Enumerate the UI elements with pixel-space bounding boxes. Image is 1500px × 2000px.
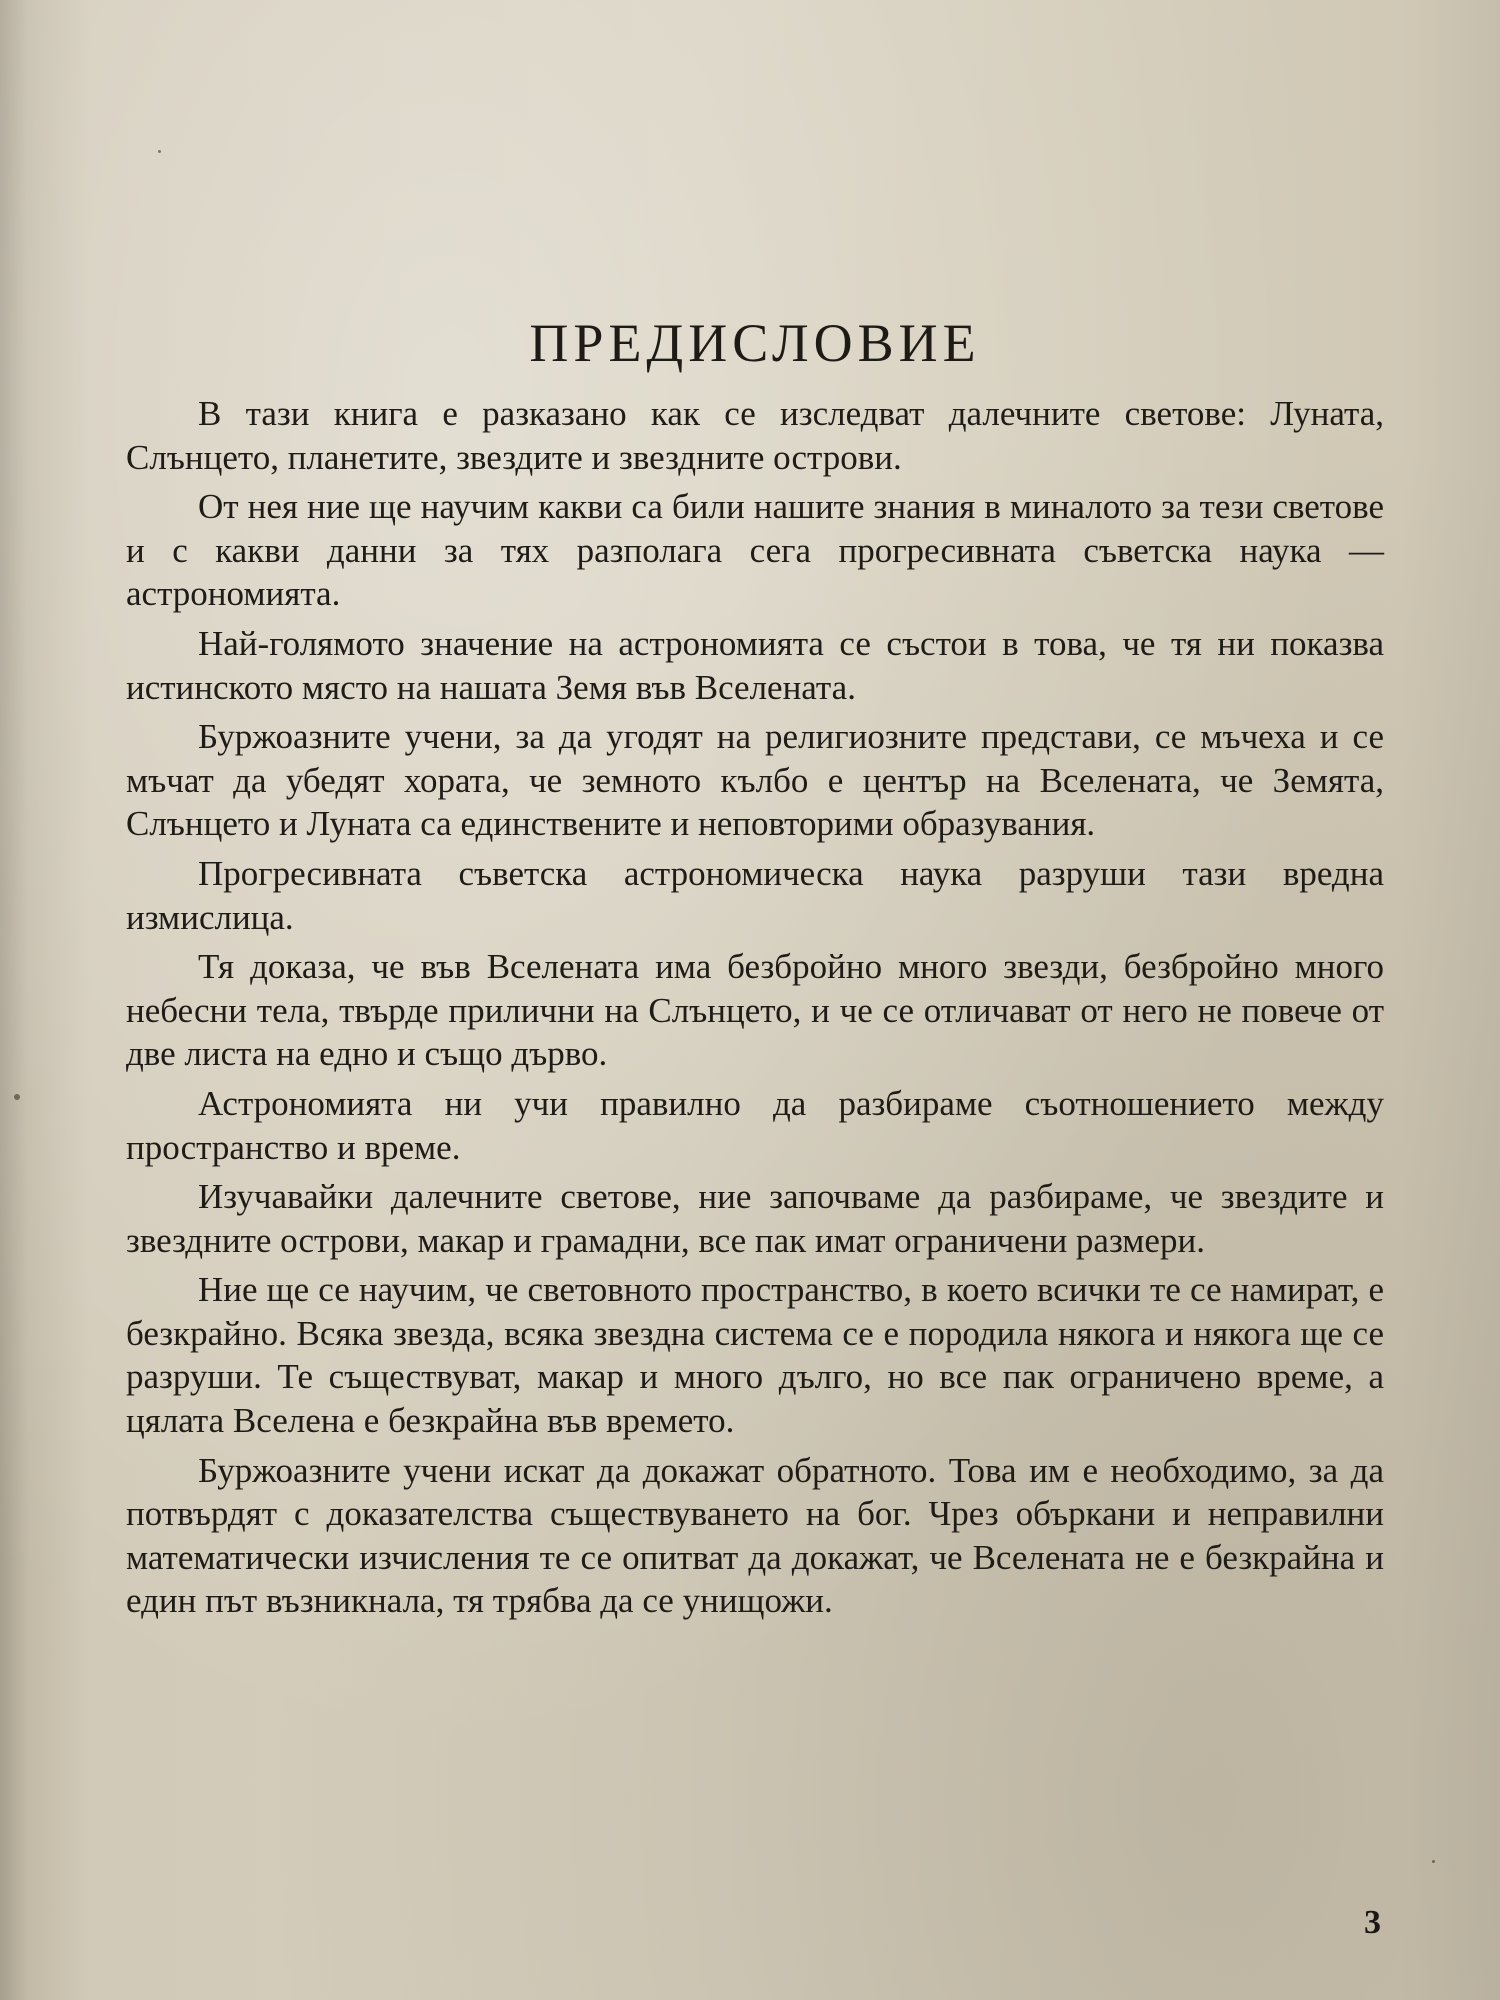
preface-text — [126, 392, 1384, 1629]
paragraph: Буржоазните учени, за да угодят на религиозните представи, се мъчеха и се мъчат да убедят хората, че земното кълбо е център на Вселената, че Земята, Слънцето и Луната са единствените и неповторими образувания. — [126, 717, 1384, 844]
paragraph: Буржоазните учени искат да докажат обратното. Това им е необходимо, за да потвърдят с доказателства съществуването на бог. Чрез объркани и неправилни математически изчисления те се опитват да докажат, че Вселената не е безкрайна и един път възникнала, тя трябва да се унищожи. — [126, 1450, 1384, 1621]
page-title: ПРЕДИСЛОВИЕ — [529, 313, 981, 373]
paragraph: Най-голямото значение на астрономията се състои в това, че тя ни показва истинското място на нашата Земя във Вселената. — [126, 623, 1384, 707]
paragraph: Изучавайки далечните светове, ние започваме да разбираме, че звездите и звездните острови, макар и грамадни, все пак имат ограничени размери. — [126, 1177, 1384, 1260]
paragraph: Астрономията ни учи правилно да разбираме съотношението между пространство и време. — [126, 1083, 1384, 1167]
paragraph: Тя доказа, че във Вселената има безбройно много звезди, безбройно много небесни тела, твърде прилични на Слънцето, и че се отличават от него не повече от две листа на едно и също дърво. — [126, 947, 1384, 1074]
paragraph: Ние ще се научим, че световното пространство, в което всички те се намират, е безкрайно. Всяка звезда, всяка звездна система се е породила някога и някога ще се разруши. Те съществуват, макар и много дълго, но все пак ограничено време, а цялата Вселена е безкрайна във времето. — [126, 1270, 1384, 1441]
page-number: 3 — [1364, 1904, 1381, 1941]
paragraph: В тази книга е разказано как се изследват далечните светове: Луната, Слънцето, планетите, звездите и звездните острови. — [126, 394, 1384, 477]
paragraph: От нея ние ще научим какви са били нашите знания в миналото за тези светове и с какви данни за тях разполага сега прогресивната съветска наука — астрономията. — [126, 487, 1384, 614]
paper-speck — [158, 150, 161, 153]
paragraph: Прогресивната съветска астрономическа наука разруши тази вредна измислица. — [126, 853, 1384, 937]
paper-speck — [14, 1094, 20, 1100]
paper-speck — [1432, 1860, 1435, 1863]
